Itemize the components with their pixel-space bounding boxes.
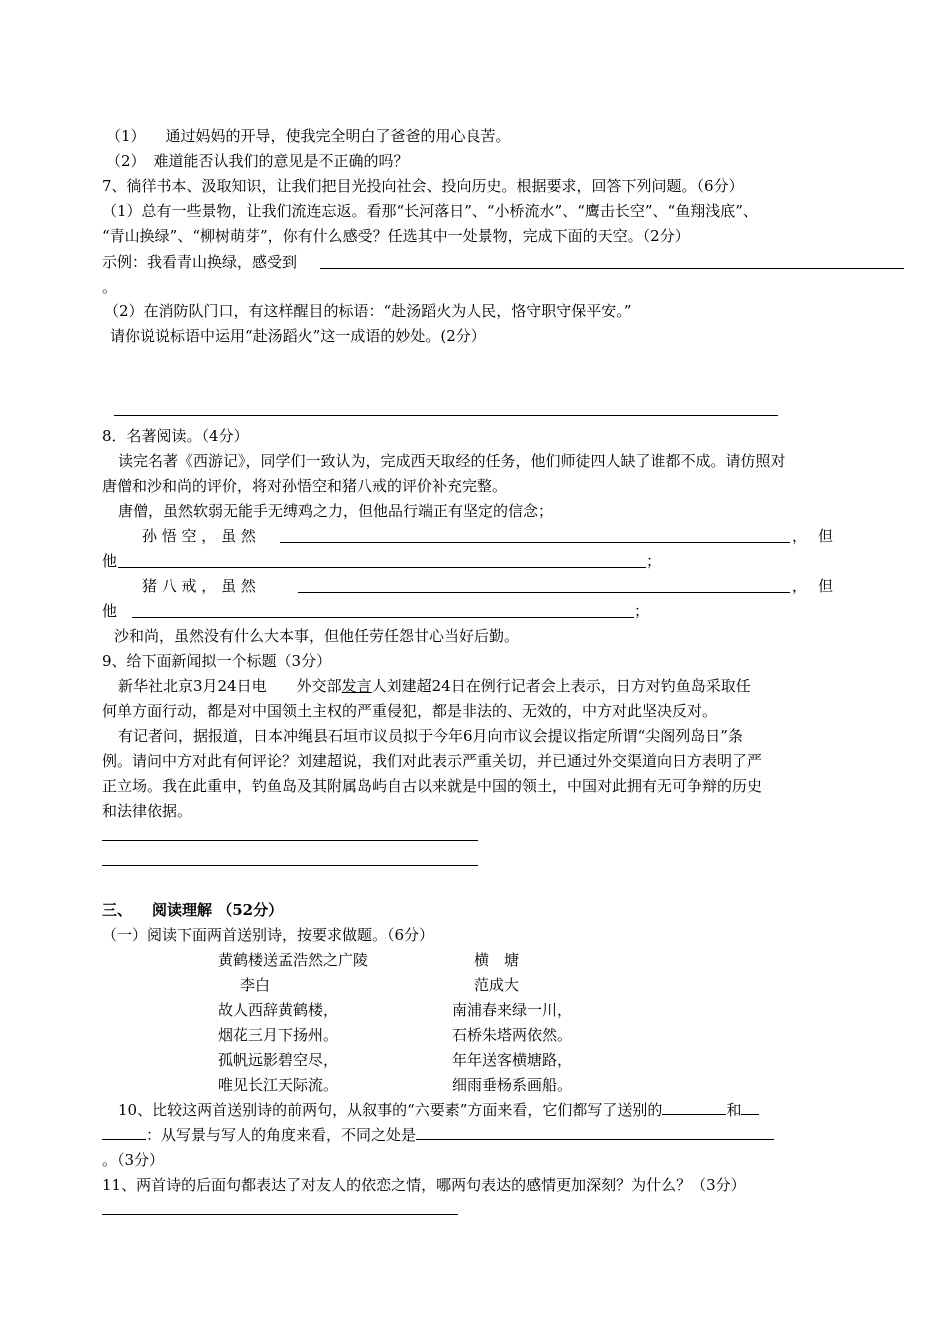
q7-part2-line2: 请你说说标语中运用“赴汤蹈火”这一成语的妙处。(2分）: [110, 327, 486, 345]
q9-title: 9、给下面新闻拟一个标题（3分）: [102, 652, 332, 670]
poem1-author: 李白: [240, 976, 271, 994]
q8-zhu-answer-line-1[interactable]: [298, 592, 790, 593]
q8-title: 8．名著阅读。（4分）: [102, 427, 249, 445]
poem2-line-2: 石桥朱塔两依然。: [452, 1026, 573, 1044]
q9-news-line1: [118, 676, 751, 696]
poem2-title: 横 塘: [474, 951, 520, 969]
q10-blank-2b[interactable]: [102, 1125, 146, 1140]
q7-part1-line1: （1）总有一些景物，让我们流连忘返。看那“长河落日”、“小桥流水”、“鹰击长空”、“鱼翔浅底”、: [102, 202, 758, 220]
q6-sentence-2-number: （2）: [106, 152, 146, 170]
q11-answer-line[interactable]: [102, 1214, 458, 1215]
q9-answer-line-2[interactable]: [102, 865, 478, 866]
poem1-line-1: 故人西辞黄鹤楼，: [218, 1001, 339, 1019]
poem2-author: 范成大: [474, 976, 520, 994]
q6-sentence-2: [106, 151, 409, 171]
q11-text: 11、两首诗的后面句都表达了对友人的依恋之情，哪两句表达的感情更加深刻？为什么？（3分）: [102, 1176, 746, 1194]
q7-example: 示例：我看青山换绿，感受到: [102, 253, 298, 271]
q8-zhu-label: 猪 八 戒 ， 虽 然: [142, 577, 256, 595]
q7-example-period: 。: [102, 278, 118, 296]
part1-title: （一）阅读下面两首送别诗，按要求做题。（6分）: [102, 926, 435, 944]
q10-and: 和: [726, 1101, 742, 1119]
section3-heading: [102, 900, 283, 920]
q9-news-underlined-word: 发言: [341, 677, 372, 695]
poem2-line-3: 年年送客横塘路，: [452, 1051, 573, 1069]
poem1-line-2: 烟花三月下扬州。: [218, 1026, 339, 1044]
q9-news-dateline: 新华社北京3月24日电 外交部: [118, 677, 342, 695]
q10-line1-text: 10、比较这两首送别诗的前两句，从叙事的“六要素”方面来看，它们都写了送别的: [118, 1101, 663, 1119]
q6-sentence-1-text: 通过妈妈的开导，使我完全明白了爸爸的用心良苦。: [165, 127, 511, 145]
q9-news-line2: 何单方面行动，都是对中国领土主权的严重侵犯，都是非法的、无效的，中方对此坚决反对。: [102, 702, 718, 720]
q7-part2-line1: （2）在消防队门口，有这样醒目的标语：“赴汤蹈火为人民，恪守职守保平安。”: [104, 302, 632, 320]
q9-answer-line-1[interactable]: [102, 840, 478, 841]
q9-news-line5: 正立场。我在此重申，钓鱼岛及其附属岛屿自古以来就是中国的领土，中国对此拥有无可争辩的历史: [102, 777, 763, 795]
q8-sun-comma: ，: [792, 527, 808, 545]
poem1-line-4: 唯见长江天际流。: [218, 1076, 339, 1094]
q8-zhu-semicolon: ；: [634, 602, 650, 620]
q10-blank-1[interactable]: [662, 1100, 726, 1115]
poem1-line-3: 孤帆远影碧空尽，: [218, 1051, 339, 1069]
q8-zhu-answer-line-2[interactable]: [132, 617, 634, 618]
q9-news-line4: 例。请问中方对此有何评论？刘建超说，我们对此表示严重关切，并已通过外交渠道向日方表明了严: [102, 752, 763, 770]
q8-sun-answer-line-1[interactable]: [280, 542, 790, 543]
q10-line2: [102, 1125, 774, 1145]
q6-sentence-2-text: 难道能否认我们的意见是不正确的吗？: [153, 152, 409, 170]
q7-example-answer-line[interactable]: [320, 268, 904, 269]
q10-line1: [118, 1100, 759, 1120]
q8-intro-line2: 唐僧和沙和尚的评价，将对孙悟空和猪八戒的评价补充完整。: [102, 477, 508, 495]
q8-sun-he: 他: [102, 552, 118, 570]
q8-sun-label: 孙 悟 空 ， 虽 然: [142, 527, 256, 545]
q8-intro-line1: 读完名著《西游记》，同学们一致认为，完成西天取经的任务，他们师徒四人缺了谁都不成。请仿照对: [118, 452, 786, 470]
q6-sentence-1-number: （1）: [106, 127, 146, 145]
section3-number: 三、: [102, 901, 133, 919]
q8-tang-seng: 唐僧，虽然软弱无能手无缚鸡之力，但他品行端正有坚定的信念；: [118, 502, 554, 520]
q10-blank-3[interactable]: [416, 1125, 774, 1140]
q10-line3: 。（3分）: [102, 1151, 165, 1169]
poem1-title: 黄鹤楼送孟浩然之广陵: [218, 951, 369, 969]
q7-part1-line2: “青山换绿”、“柳树萌芽”，你有什么感受？任选其中一处景物，完成下面的天空。（2分）: [102, 227, 690, 245]
q8-sun-but: 但: [818, 527, 834, 545]
q8-sun-answer-line-2[interactable]: [118, 567, 646, 568]
q7-part2-answer-line[interactable]: [114, 415, 778, 416]
q6-sentence-1: [106, 126, 511, 146]
poem2-line-4: 细雨垂杨系画船。: [452, 1076, 573, 1094]
q8-zhu-comma: ，: [792, 577, 808, 595]
q10-line2-text: ：从写景与写人的角度来看，不同之处是: [146, 1126, 417, 1144]
poem2-line-1: 南浦春来绿一川，: [452, 1001, 573, 1019]
q9-news-line1-rest: 人刘建超24日在例行记者会上表示，日方对钓鱼岛采取任: [371, 677, 751, 695]
q7-title: 7、徜徉书本、汲取知识，让我们把目光投向社会、投向历史。根据要求，回答下列问题。（6分）: [102, 177, 744, 195]
section3-title: 阅读理解 （52分）: [152, 901, 284, 919]
q8-sha-heshang: 沙和尚，虽然没有什么大本事，但他任劳任怨甘心当好后勤。: [114, 627, 520, 645]
q8-sun-semicolon: ；: [646, 552, 662, 570]
q10-blank-2a[interactable]: [741, 1100, 759, 1115]
q8-zhu-he: 他: [102, 602, 118, 620]
q8-zhu-but: 但: [818, 577, 834, 595]
q9-news-line6: 和法律依据。: [102, 802, 193, 820]
q9-news-line3: 有记者问，据报道，日本冲绳县石垣市议员拟于今年6月向市议会提议指定所谓“尖阁列岛日”条: [118, 727, 743, 745]
